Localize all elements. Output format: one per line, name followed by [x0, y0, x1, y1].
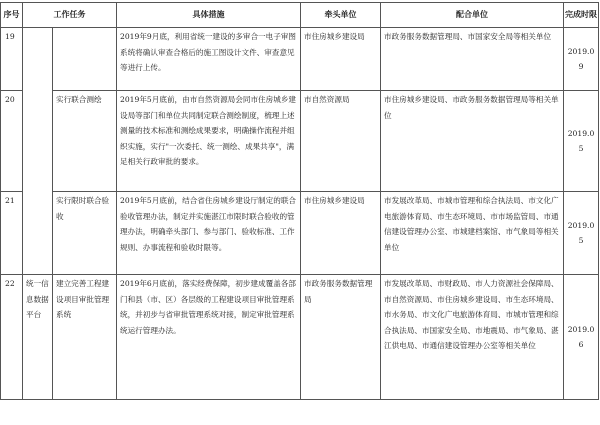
cell-seq: 20: [1, 91, 23, 192]
header-measures: 具体措施: [117, 3, 301, 28]
header-row: [1, 3, 599, 28]
cell-support: 市政务服务数据管理局、市国家安全局等相关单位: [381, 28, 564, 91]
cell-deadline: 2019.09: [564, 28, 599, 91]
cell-measures: 2019年5月底前，结合省住房城乡建设厅制定的联合验收管理办法，制定并实施湛江市限时联合验收的管理办法，明确牵头部门、参与部门、验收标准、工作规则、办事流程和验收时限等。: [117, 192, 301, 275]
header-task: 工作任务: [23, 3, 117, 28]
cell-deadline: 2019.05: [564, 91, 599, 192]
cell-seq: 19: [1, 28, 23, 91]
cell-deadline: 2019.06: [564, 275, 599, 400]
cell-deadline: 2019.05: [564, 192, 599, 275]
cell-support: 市住房城乡建设局、市政务服务数据管理局等相关单位: [381, 91, 564, 192]
table-row: [1, 91, 599, 192]
cell-task-sub: [53, 28, 117, 91]
cell-support: 市发展改革局、市城市管理和综合执法局、市文化广电旅游体育局、市生态环境局、市市场监管局、市通信建设管理办公室、市城建档案馆、市气象局等相关单位: [381, 192, 564, 275]
cell-measures: 2019年6月底前，落实经费保障，初步建成覆盖各部门和县（市、区）各层级的工程建设项目审批管理系统，并初步与省审批管理系统对接，制定审批管理系统运行管理办法。: [117, 275, 301, 400]
cell-seq: 21: [1, 192, 23, 275]
cell-task-sub: 建立完善工程建设项目审批管理系统: [53, 275, 117, 400]
cell-task-main: [23, 28, 53, 275]
cell-seq: 22: [1, 275, 23, 400]
cell-lead: 市自然资源局: [301, 91, 381, 192]
cell-task-sub: 实行联合测绘: [53, 91, 117, 192]
table-row: [1, 275, 599, 400]
cell-task-main: 统一信息数据平台: [23, 275, 53, 400]
cell-support: 市发展改革局、市财政局、市人力资源社会保障局、市自然资源局、市住房城乡建设局、市生态环境局、市水务局、市文化广电旅游体育局、市城市管理和综合执法局、市国家安全局、市地震局、市气象局、湛江供电局、市通信建设管理办公室等相关单位: [381, 275, 564, 400]
header-seq: 序号: [1, 3, 23, 28]
cell-task-sub: 实行限时联合验收: [53, 192, 117, 275]
cell-lead: 市住房城乡建设局: [301, 192, 381, 275]
header-lead: 牵头单位: [301, 3, 381, 28]
header-support: 配合单位: [381, 3, 564, 28]
cell-lead: 市政务服务数据管理局: [301, 275, 381, 400]
cell-lead: 市住房城乡建设局: [301, 28, 381, 91]
work-task-table: [0, 2, 599, 400]
cell-measures: 2019年9月底，利用省统一建设的多审合一电子审图系统将确认审查合格后的施工图设计文件、审查意见等进行上传。: [117, 28, 301, 91]
header-deadline: 完成时限: [564, 3, 599, 28]
table-row: [1, 192, 599, 275]
table-row: [1, 28, 599, 91]
cell-measures: 2019年5月底前，由市自然资源局会同市住房城乡建设局等部门和单位共同制定联合测绘制度，梳理上述测量的技术标准和测绘成果要求，明确操作流程并组织实施，实行"一次委托、统一测绘、成果共享"，满足相关行政审批的要求。: [117, 91, 301, 192]
